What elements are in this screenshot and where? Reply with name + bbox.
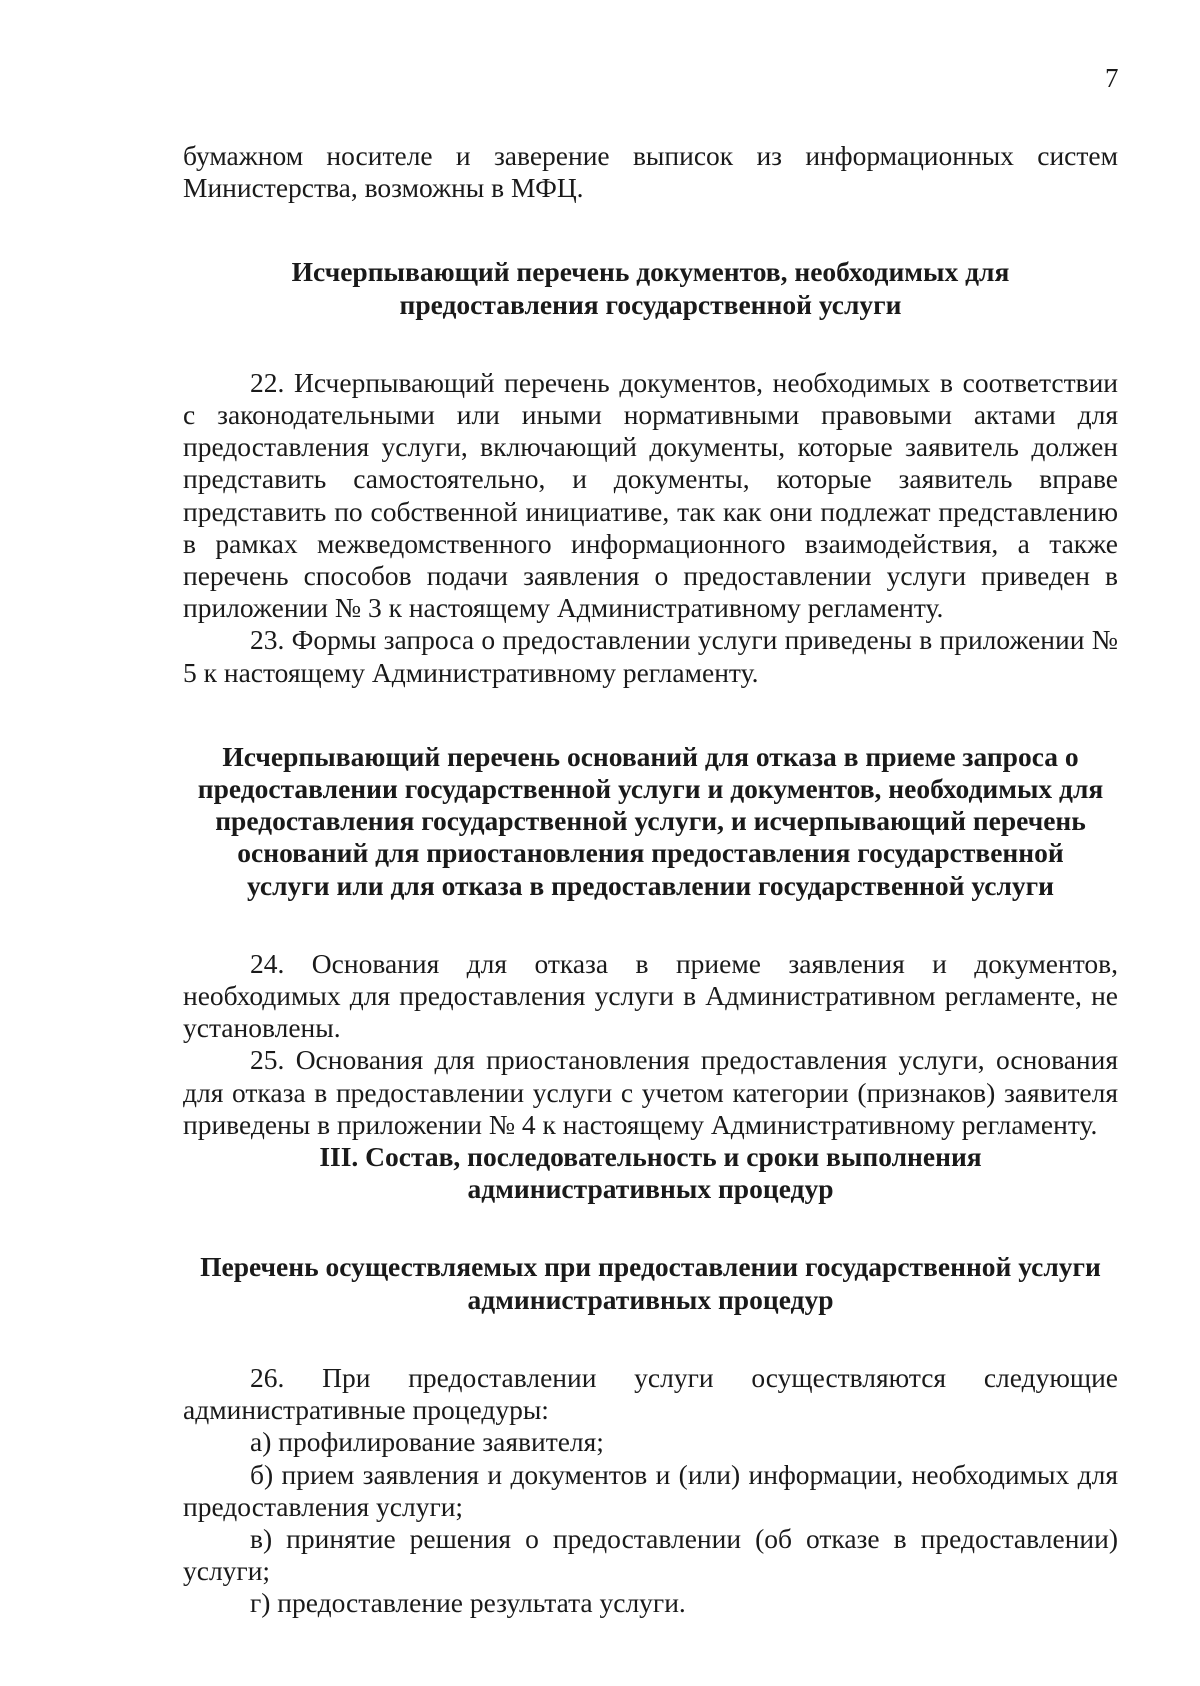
list-item-d: г) предоставление результата услуги. bbox=[250, 1587, 686, 1619]
paragraph-23: 23. Формы запроса о предоставлении услуги приведены в приложении № 5 к настоящему Административному регламенту. bbox=[183, 624, 1118, 688]
document-body bbox=[183, 140, 1118, 1620]
paragraph-26: 26. При предоставлении услуги осуществляются следующие административные процедуры: bbox=[183, 1361, 1118, 1426]
paragraph-25: 25. Основания для приостановления предоставления услуги, основания для отказа в предоставлении услуги с учетом категории (признаков) заявителя приведены в приложении № 4 к настоящему Административному регламенту. bbox=[183, 1044, 1118, 1140]
list-item-b: б) прием заявления и документов и (или) информации, необходимых для предоставления услуги; bbox=[183, 1458, 1118, 1522]
section-heading-documents: Исчерпывающий перечень документов, необходимых для предоставления государственной услуги bbox=[291, 256, 1010, 320]
section-heading-refusal-grounds: Исчерпывающий перечень оснований для отказа в приеме запроса о предоставлении государственной услуги и документов, необходимых для предоставления государственной услуги, и исчерпывающий перечень оснований для приостановления предоставления государственной услуги или для отказа в предоставлении государственной услуги bbox=[197, 740, 1104, 901]
list-item-a: а) профилирование заявителя; bbox=[250, 1426, 604, 1458]
page-number: 7 bbox=[1105, 63, 1119, 93]
list-item-c: в) принятие решения о предоставлении (об отказе в предоставлении) услуги; bbox=[183, 1522, 1118, 1587]
intro-paragraph: бумажном носителе и заверение выписок из информационных систем Министерства, возможны в МФЦ. bbox=[183, 140, 1118, 204]
paragraph-22: 22. Исчерпывающий перечень документов, необходимых в соответствии с законодательными или иными нормативными правовыми актами для предоставления услуги, включающий документы, которые заявитель должен представить самостоятельно, и документы, которые заявитель вправе представить по собственной инициативе, так как они подлежат представлению в рамках межведомственного информационного взаимодействия, а также перечень способов подачи заявления о предоставлении услуги приведен в приложении № 3 к настоящему Административному регламенту. bbox=[183, 366, 1118, 624]
paragraph-24: 24. Основания для отказа в приеме заявления и документов, необходимых для предоставления услуги в Административном регламенте, не установлены. bbox=[183, 947, 1118, 1044]
chapter-heading-iii: III. Состав, последовательность и сроки выполнения административных процедур bbox=[319, 1141, 982, 1205]
section-heading-procedures: Перечень осуществляемых при предоставлении государственной услуги административных процедур bbox=[200, 1251, 1101, 1315]
